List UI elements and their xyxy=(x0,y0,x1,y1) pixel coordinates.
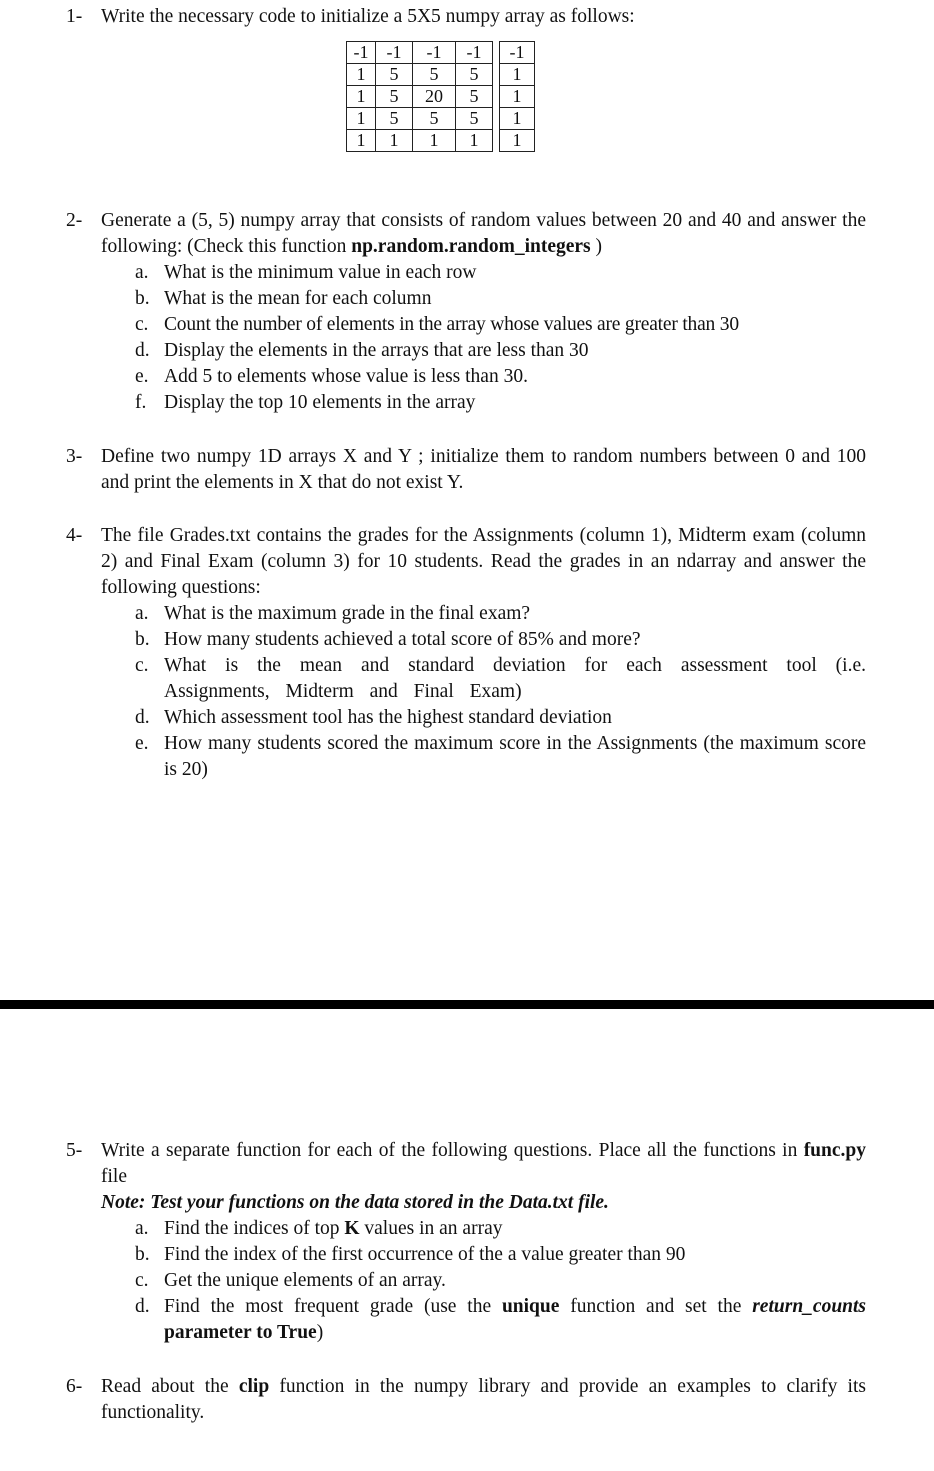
page-divider xyxy=(0,1000,934,1009)
array-row xyxy=(347,64,535,86)
question-text: Write the necessary code to initialize a 5X5 numpy array as follows: xyxy=(101,6,635,27)
sub-item: a. Find the indices of top K values in an array xyxy=(135,1216,866,1242)
sub-item xyxy=(135,260,866,286)
question-number: 1- xyxy=(66,6,83,27)
sub-item-text: What is the mean for each column xyxy=(164,288,432,309)
k-symbol: K xyxy=(344,1218,360,1239)
sub-item-text: Display the elements in the arrays that are less than 30 xyxy=(164,340,589,361)
unique-keyword: unique xyxy=(501,1296,560,1317)
array-row xyxy=(347,42,535,64)
question-number: 4- xyxy=(66,525,83,546)
sub-item-text: Display the top 10 elements in the array xyxy=(164,392,476,413)
array-cell: 5 xyxy=(413,64,456,86)
question-text: Write a separate function for each of the following questions. Place all the functions in func.py file xyxy=(101,1140,866,1187)
sub-item-letter: b. xyxy=(135,1244,150,1265)
sub-item xyxy=(135,338,866,364)
sub-item-letter: d. xyxy=(135,1296,150,1317)
question-text: Define two numpy 1D arrays X and Y ; initialize them to random numbers between 0 and 100 and print the elements in X that do not exist Y. xyxy=(101,446,866,493)
column-gap xyxy=(493,108,500,130)
sub-item-text: Which assessment tool has the highest standard deviation xyxy=(164,707,612,728)
sub-item xyxy=(135,364,866,390)
array-cell: 1 xyxy=(347,64,376,86)
sub-item: d. Find the most frequent grade (use the unique function and set the return_counts parameter to True) xyxy=(135,1296,867,1343)
column-gap xyxy=(493,86,500,108)
array-cell: 1 xyxy=(347,108,376,130)
question-6 xyxy=(66,1374,866,1426)
return-counts-keyword: return_counts xyxy=(752,1296,867,1317)
array-cell: 5 xyxy=(456,86,493,108)
sub-item xyxy=(135,312,866,338)
note-text: Note: Test your functions on the data stored in the Data.txt file. xyxy=(101,1192,609,1213)
question-number: 3- xyxy=(66,446,83,467)
sub-item-text: Get the unique elements of an array. xyxy=(164,1270,446,1291)
sub-item xyxy=(135,286,866,312)
sub-item xyxy=(135,390,866,416)
array-cell: -1 xyxy=(456,42,493,64)
array-cell: 1 xyxy=(500,64,535,86)
question-2 xyxy=(66,208,866,416)
column-gap xyxy=(493,64,500,86)
array-cell: 5 xyxy=(376,86,413,108)
array-cell: -1 xyxy=(376,42,413,64)
sub-item-text: Add 5 to elements whose value is less than 30. xyxy=(164,366,528,387)
array-cell: 5 xyxy=(376,64,413,86)
sub-item xyxy=(135,731,866,783)
sub-item-letter: d. xyxy=(135,707,150,728)
column-gap xyxy=(493,130,500,152)
sub-item-letter: c. xyxy=(135,314,149,335)
function-name: np.random.random_integers xyxy=(351,236,591,257)
array-cell: 1 xyxy=(500,86,535,108)
question-1 xyxy=(66,4,866,30)
sub-item xyxy=(135,705,866,731)
array-cell: 1 xyxy=(500,130,535,152)
sub-item-letter: b. xyxy=(135,629,150,650)
sub-item xyxy=(135,1242,866,1268)
question-3 xyxy=(66,444,866,496)
array-cell: 1 xyxy=(456,130,493,152)
array-row xyxy=(347,86,535,108)
sub-item-letter: a. xyxy=(135,1218,149,1239)
sub-item-letter: d. xyxy=(135,340,150,361)
array-cell: 1 xyxy=(347,130,376,152)
sub-item-text: What is the mean and standard deviation for each assessment tool (i.e. Assignments, Midterm and Final Exam) xyxy=(164,655,866,702)
array-cell: 5 xyxy=(456,108,493,130)
array-cell: 5 xyxy=(413,108,456,130)
array-table xyxy=(346,41,535,152)
sub-item-text: How many students scored the maximum score in the Assignments (the maximum score is 20) xyxy=(164,733,866,780)
array-row xyxy=(347,108,535,130)
sub-item-letter: c. xyxy=(135,1270,149,1291)
parameter-text: parameter to True xyxy=(164,1322,317,1343)
sub-item-text: What is the minimum value in each row xyxy=(164,262,477,283)
sub-item xyxy=(135,653,866,705)
sub-item-letter: f. xyxy=(135,392,147,413)
sub-item-letter: e. xyxy=(135,366,149,387)
array-cell: 1 xyxy=(376,130,413,152)
question-number: 5- xyxy=(66,1140,83,1161)
sub-item-letter: a. xyxy=(135,603,149,624)
array-cell: -1 xyxy=(500,42,535,64)
clip-keyword: clip xyxy=(238,1376,270,1397)
sub-item-letter: b. xyxy=(135,288,150,309)
array-cell: 1 xyxy=(413,130,456,152)
sub-item-text: Count the number of elements in the array whose values are greater than 30 xyxy=(164,314,739,335)
question-text: Read about the clip function in the numpy library and provide an examples to clarify its functionality. xyxy=(101,1376,866,1423)
question-4 xyxy=(66,523,866,783)
sub-item xyxy=(135,601,866,627)
array-cell: 20 xyxy=(413,86,456,108)
question-number: 2- xyxy=(66,210,83,231)
question-text: Generate a (5, 5) numpy array that consists of random values between 20 and 40 and answer the following: (Check this function np.random.random_integers ) xyxy=(101,210,866,257)
array-cell: 5 xyxy=(376,108,413,130)
sub-item-letter: a. xyxy=(135,262,149,283)
array-cell: 1 xyxy=(347,86,376,108)
question-text: The file Grades.txt contains the grades for the Assignments (column 1), Midterm exam (column 2) and Final Exam (column 3) for 10 students. Read the grades in an ndarray and answer the following questions: xyxy=(101,525,866,598)
question-number: 6- xyxy=(66,1376,83,1397)
array-row xyxy=(347,130,535,152)
sub-item-text: How many students achieved a total score of 85% and more? xyxy=(164,629,641,650)
sub-item-text: Find the index of the first occurrence of the a value greater than 90 xyxy=(164,1244,686,1265)
question-5 xyxy=(66,1138,866,1346)
sub-item-letter: c. xyxy=(135,655,149,676)
array-cell: 5 xyxy=(456,64,493,86)
column-gap xyxy=(493,42,500,64)
sub-item-letter: e. xyxy=(135,733,149,754)
array-cell: -1 xyxy=(413,42,456,64)
sub-item-text: What is the maximum grade in the final exam? xyxy=(164,603,531,624)
sub-item xyxy=(135,1268,866,1294)
file-name: func.py xyxy=(803,1140,866,1161)
array-cell: -1 xyxy=(347,42,376,64)
array-cell: 1 xyxy=(500,108,535,130)
sub-item xyxy=(135,627,866,653)
